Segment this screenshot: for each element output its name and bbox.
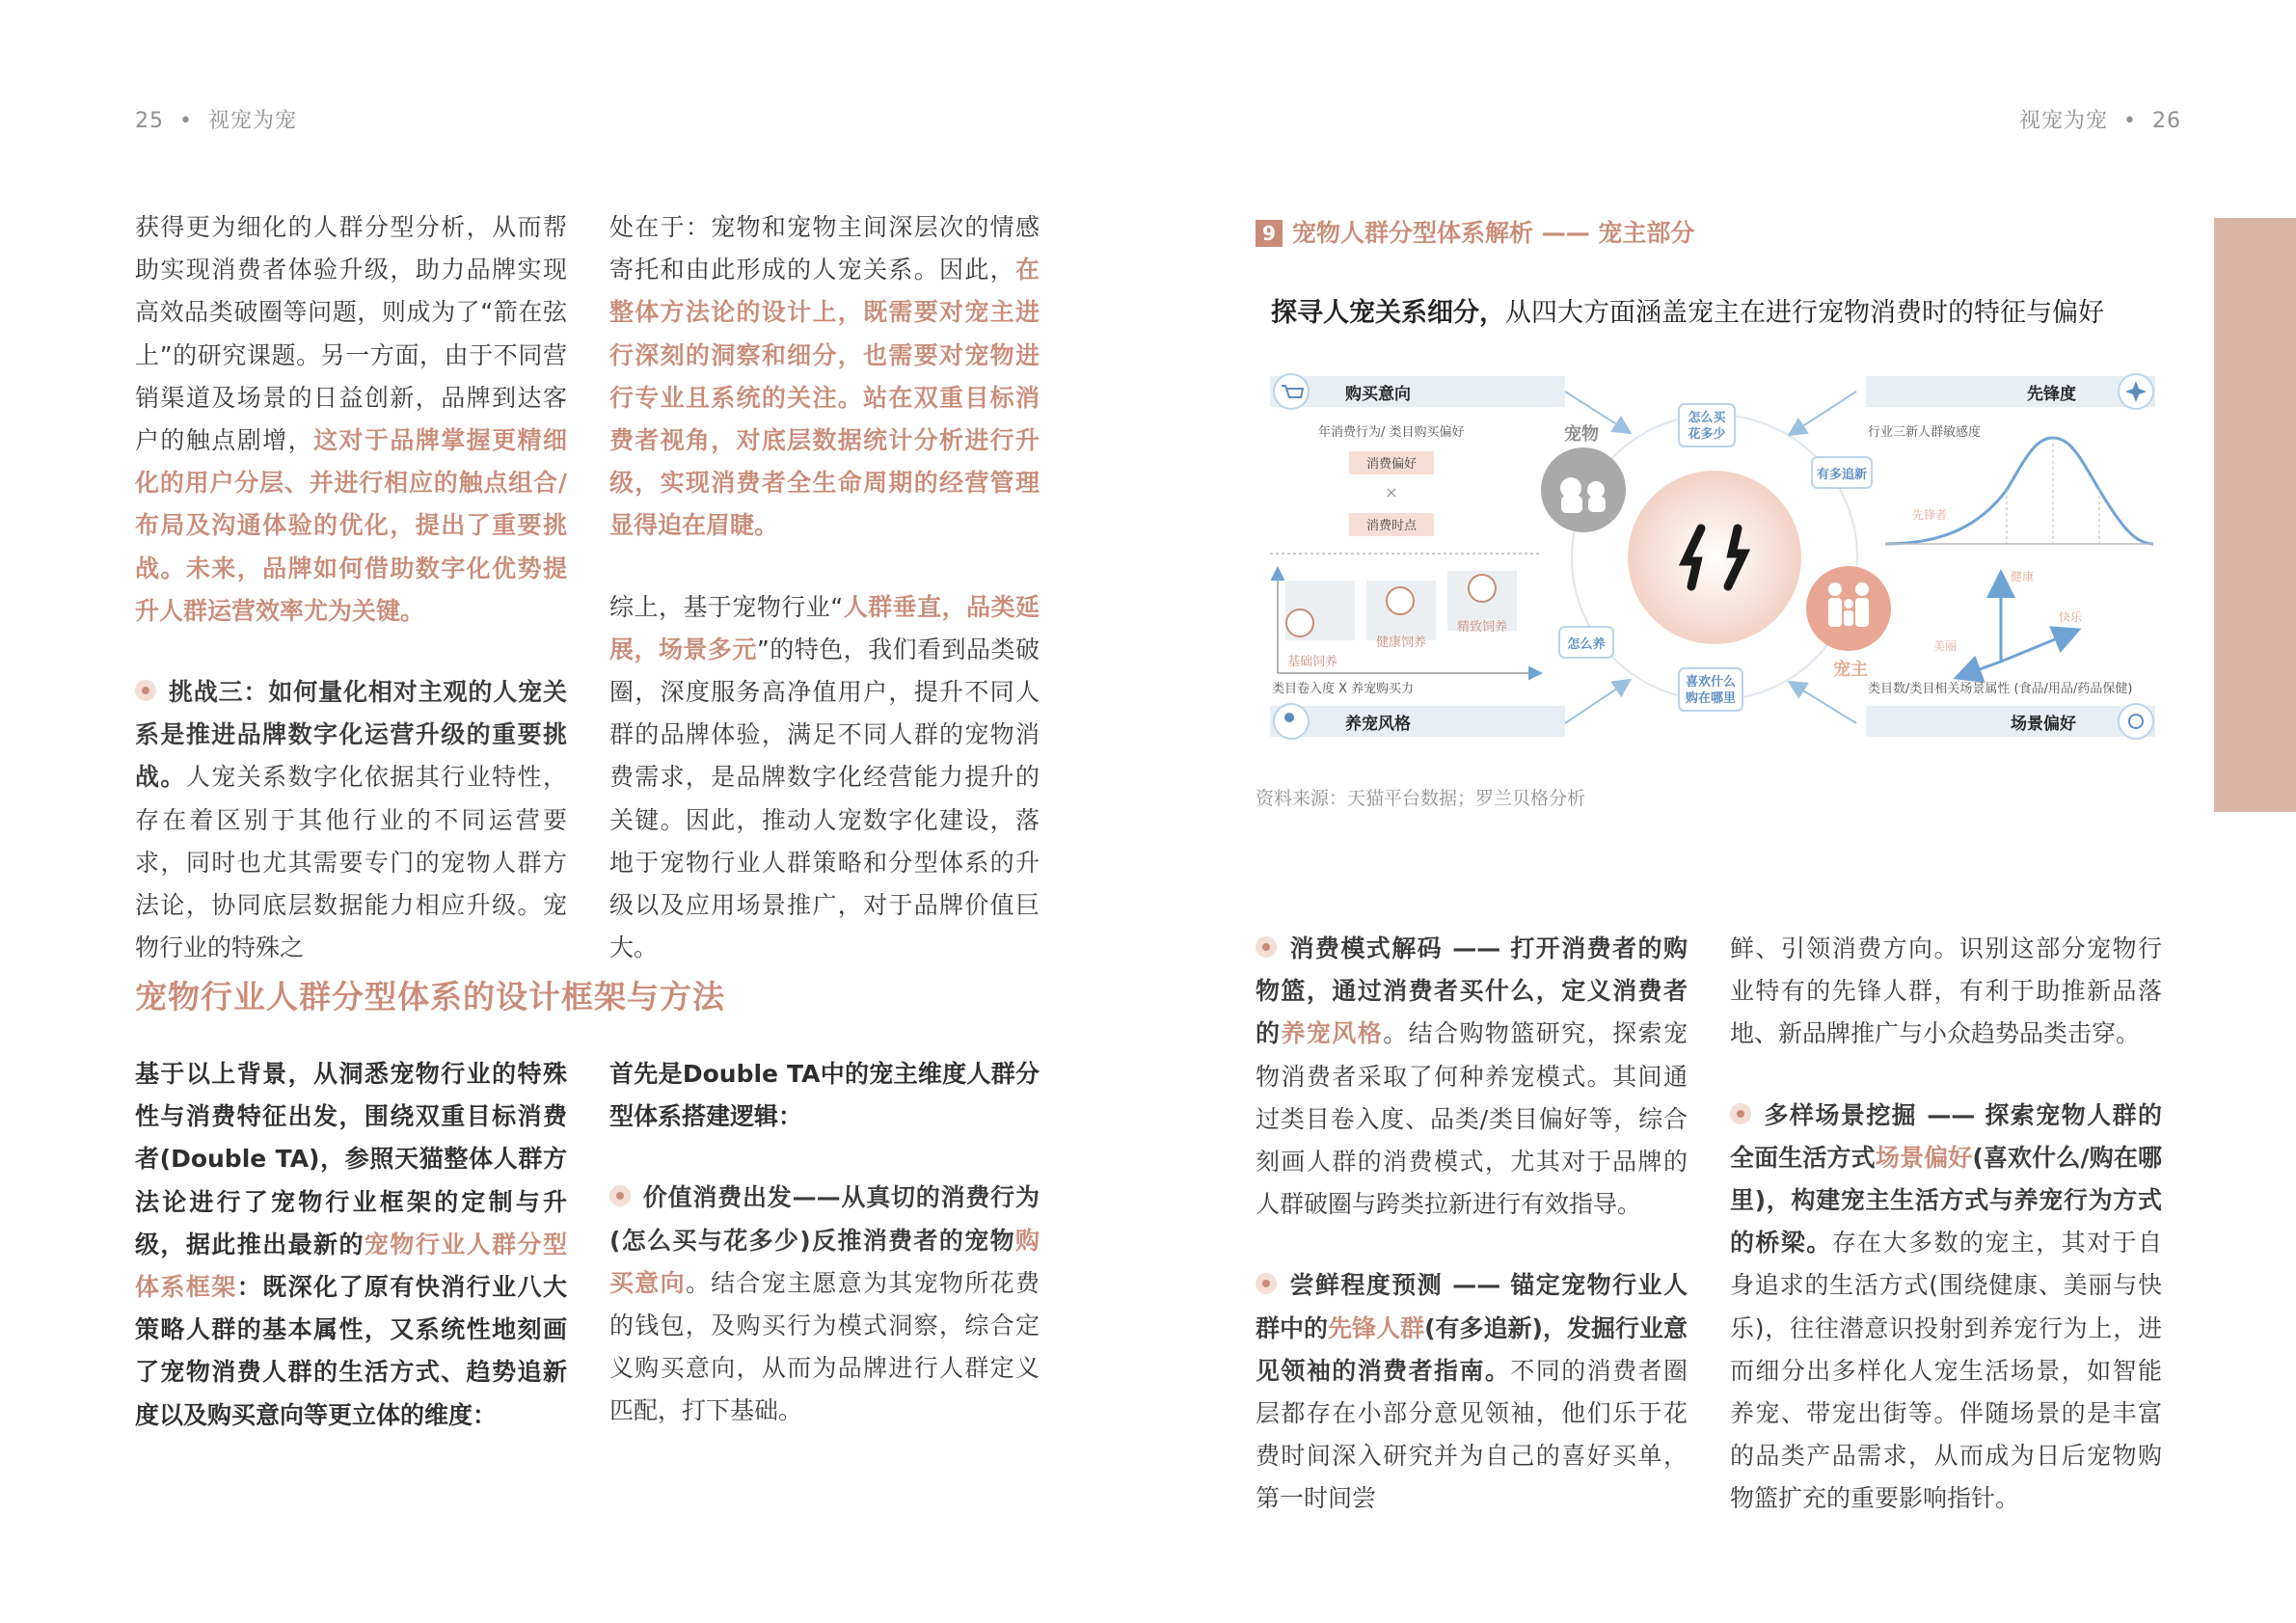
paragraph-pet-relationship <box>609 206 1040 548</box>
paragraph-text: 首先是Double TA中的宠主维度人群分型体系搭建逻辑： <box>609 1060 1040 1131</box>
paragraph-value-consumption <box>609 1177 1040 1432</box>
scene-icon <box>2119 704 2153 739</box>
owner-label: 宠主 <box>1833 660 1868 680</box>
paragraph-summary <box>609 586 1040 970</box>
figure-number: 9 <box>1256 220 1283 247</box>
paragraph-pioneer-continued <box>1730 928 2162 1056</box>
pi-box-1: 消费偏好 <box>1365 457 1418 472</box>
paragraph-text: 存在大多数的宠主，其对于自身追求的生活方式(围绕健康、美丽与快乐)，往往潜意识投射到养宠行为上，进而细分出多样化人宠生活场景，如智能养宠、带宠出街等。伴随场景的是丰富的品类产品需求，从而成为日后宠物购物篮扩充的重要影响指针。 <box>1730 1229 2162 1513</box>
left-page-header <box>135 104 297 134</box>
paragraph-highlight: 宠物行业人群分型体系框架 <box>135 1230 567 1302</box>
where-like-tag <box>1679 668 1742 711</box>
figure-subtitle <box>1271 291 2104 329</box>
scene-axis-health: 健康 <box>2011 570 2035 583</box>
paragraph-framework <box>135 1053 567 1437</box>
paragraph-text: 鲜、引领消费方向。识别这部分宠物行业特有的先锋人群，有利于助推新品落地、新品牌推广与小众趋势品类击穿。 <box>1730 934 2162 1048</box>
paragraph-bold: 消费模式解码 —— 打开消费者的购物篮，通过消费者买什么，定义消费者的 <box>1256 934 1688 1048</box>
figure-title-text: 宠物人群分型体系解析 —— 宠主部分 <box>1292 219 1695 247</box>
left-column-1 <box>135 206 567 969</box>
left-column-2 <box>609 206 1040 969</box>
right-page-header <box>2019 104 2181 134</box>
style-label: 养宠风格 <box>1345 715 1411 734</box>
paragraph-text: 获得更为细化的人群分型分析，从而帮助实现消费者体验升级，助力品牌实现高效品类破圈等问题，则成为了“箭在弦上”的研究课题。另一方面，由于不同营销渠道及场景的日益创新，品牌到达客户的触点剧增， <box>135 213 567 455</box>
right-page-number: 26 <box>2152 109 2181 133</box>
how-buy-tag <box>1679 404 1735 446</box>
paragraph-scene-mining <box>1730 1095 2162 1521</box>
pioneer-curve <box>1885 438 2153 544</box>
figure-subtitle-bold: 探寻人宠关系细分， <box>1271 298 1505 328</box>
paragraph-text: 不同的消费者圈层都存在小部分意见领袖，他们乐于花费时间深入研究并为自己的喜好买单，第一时间尝 <box>1256 1356 1688 1513</box>
left-page-title: 视宠为宠 <box>207 109 297 133</box>
style-card-health: 健康饲养 <box>1375 636 1427 650</box>
paragraph-text: 基于以上背景，从洞悉宠物行业的特殊性与消费特征出发，围绕双重目标消费者(Double TA)，参照天猫整体人群方法论进行了宠物行业框架的定制与升级，据此推出最新的 <box>135 1060 567 1258</box>
right-page-title: 视宠为宠 <box>2019 109 2109 133</box>
header-dot: • <box>2123 109 2137 133</box>
health-care-icon <box>1387 587 1414 614</box>
section-heading: 宠物行业人群分型体系的设计框架与方法 <box>135 978 725 1015</box>
paragraph-consumption-mode <box>1256 928 1688 1226</box>
scene-line: 类目数/类目相关场景属性 (食品/用品/药品保健) <box>1868 682 2133 696</box>
purchase-intent-line: 年消费行为/ 类目购买偏好 <box>1318 425 1465 440</box>
paragraph-text: ”的特色，我们看到品类破圈，深度服务高净值用户，提升不同人群的品牌体验，满足不同人群的宠物消费需求，是品牌数字化经营能力提升的关键。因此，推动人宠数字化建设，落地于宠物行业人群策略和分型体系的升级以及应用场景推广，对于品牌价值巨大。 <box>609 635 1040 962</box>
style-axis-label: 类目卷入度 X 养宠购买力 <box>1272 682 1415 696</box>
scene-axis-happy: 快乐 <box>2059 610 2083 624</box>
paragraph-bold: (喜欢什么/购在哪里)，构建宠主生活方式与养宠行为方式的桥梁。 <box>1730 1143 2162 1258</box>
header-dot: • <box>179 109 193 133</box>
basic-care-icon <box>1286 609 1313 636</box>
paragraph-bold: (有多追新)，发掘行业意见领袖的消费者指南。 <box>1256 1313 1688 1385</box>
paragraph-context <box>135 206 567 633</box>
bullet-icon <box>1730 1103 1751 1124</box>
svg-text:花多少: 花多少 <box>1688 427 1726 442</box>
left-lower-column-1 <box>135 1053 567 1437</box>
how-new-tag <box>1812 457 1872 488</box>
paragraph-bold: 多样场景挖掘 —— 探索宠物人群的全面生活方式 <box>1730 1100 2162 1172</box>
paragraph-challenge-three <box>135 671 567 969</box>
bullet-icon <box>1256 936 1277 958</box>
paragraph-novelty <box>1256 1264 1688 1520</box>
paragraph-bold: 价值消费出发——从真切的消费行为(怎么买与花多少)反推消费者的宠物 <box>609 1183 1040 1255</box>
scene-axis-beauty: 美丽 <box>1933 639 1958 653</box>
paragraph-highlight: 在整体方法论的设计上，既需要对宠主进行深刻的洞察和细分，也需要对宠物进行专业且系统的关注。站在双重目标消费者视角，对底层数据统计分析进行升级，实现消费者全生命周期的经营管理显得迫在眉睫。 <box>609 256 1040 540</box>
how-raise-tag <box>1559 627 1613 658</box>
pi-box-2: 消费时点 <box>1365 519 1418 533</box>
paragraph-text: ：既深化了原有快消行业八大策略人群的基本属性，又系统性地刻画了宠物消费人群的生活方式、趋势追新度以及购买意向等更立体的维度： <box>135 1273 567 1429</box>
challenge-heading: 挑战三：如何量化相对主观的人宠关系是推进品牌数字化运营升级的重要挑战。 <box>135 678 567 792</box>
pioneer-curve-label: 先锋者 <box>1912 508 1948 522</box>
bullet-icon <box>135 680 156 701</box>
style-card-basic: 基础饲养 <box>1286 655 1338 669</box>
paragraph-text: 。结合宠主愿意为其宠物所花费的钱包，及购买行为模式洞察，综合定义购买意向，从而为品牌进行人群定义匹配，打下基础。 <box>609 1268 1040 1425</box>
cart-icon <box>1274 374 1309 409</box>
paragraph-double-ta <box>609 1053 1040 1138</box>
figure-subtitle-text: 从四大方面涵盖宠主在进行宠物消费时的特征与偏好 <box>1505 298 2104 328</box>
pioneer-line: 行业三新人群敏感度 <box>1868 425 1982 440</box>
right-column-1 <box>1256 928 1688 1521</box>
paragraph-highlight: 人群垂直，品类延展，场景多元 <box>609 592 1040 663</box>
center-circle <box>1628 471 1801 644</box>
paragraph-highlight: 购买意向 <box>609 1226 1040 1297</box>
pi-cross: × <box>1385 483 1398 501</box>
svg-text:怎么养: 怎么养 <box>1567 637 1606 652</box>
paragraph-text: 。结合购物篮研究，探索宠物消费者采取了何种养宠模式。其间通过类目卷入度、品类/类目偏好等，综合刻画人群的消费模式，尤其对于品牌的人群破圈与跨类拉新进行有效指导。 <box>1256 1019 1688 1219</box>
paragraph-highlight: 先锋人群 <box>1328 1313 1425 1342</box>
pet-circle <box>1541 447 1626 532</box>
scene-label: 场景偏好 <box>2011 715 2076 734</box>
svg-text:有多追新: 有多追新 <box>1816 468 1868 482</box>
paragraph-text: 处在于：宠物和宠物主间深层次的情感寄托和由此形成的人宠关系。因此， <box>609 213 1040 284</box>
paragraph-text: 综上，基于宠物行业“ <box>609 592 844 621</box>
paragraph-bold: 尝鲜程度预测 —— 锚定宠物行业人群中的 <box>1256 1271 1688 1342</box>
bullet-icon <box>609 1185 631 1206</box>
svg-text:怎么买: 怎么买 <box>1688 411 1726 425</box>
style-card-premium: 精致饲养 <box>1456 620 1508 635</box>
svg-text:喜欢什么: 喜欢什么 <box>1685 675 1737 690</box>
pet-label: 宠物 <box>1564 424 1599 445</box>
premium-care-icon <box>1469 575 1496 602</box>
paragraph-highlight: 养宠风格 <box>1281 1019 1384 1048</box>
challenge-text: 人宠关系数字化依据其行业特性，存在着区别于其他行业的不同运营要求，同时也尤其需要专门的宠物人群方法论，协同底层数据能力相应升级。宠物行业的特殊之 <box>135 763 567 962</box>
purchase-intent-label: 购买意向 <box>1345 385 1411 404</box>
pioneer-label: 先锋度 <box>2027 385 2076 404</box>
left-page-number: 25 <box>135 109 164 133</box>
left-lower-column-2 <box>609 1053 1040 1433</box>
paragraph-highlight: 场景偏好 <box>1875 1143 1973 1172</box>
side-tab-bar <box>2214 218 2296 812</box>
paragraph-highlight: 这对于品牌掌握更精细化的用户分层、并进行相应的触点组合/布局及沟通体验的优化，提出了重要挑战。未来，品牌如何借助数字化优势提升人群运营效率尤为关键。 <box>135 426 567 625</box>
figure-title <box>1256 214 1694 249</box>
svg-text:购在哪里: 购在哪里 <box>1685 691 1737 706</box>
bullet-icon <box>1256 1273 1277 1294</box>
right-column-2 <box>1730 928 2162 1521</box>
figure-source: 资料来源：天猫平台数据；罗兰贝格分析 <box>1256 788 1586 809</box>
pet-owner-segmentation-diagram <box>1264 365 2161 750</box>
